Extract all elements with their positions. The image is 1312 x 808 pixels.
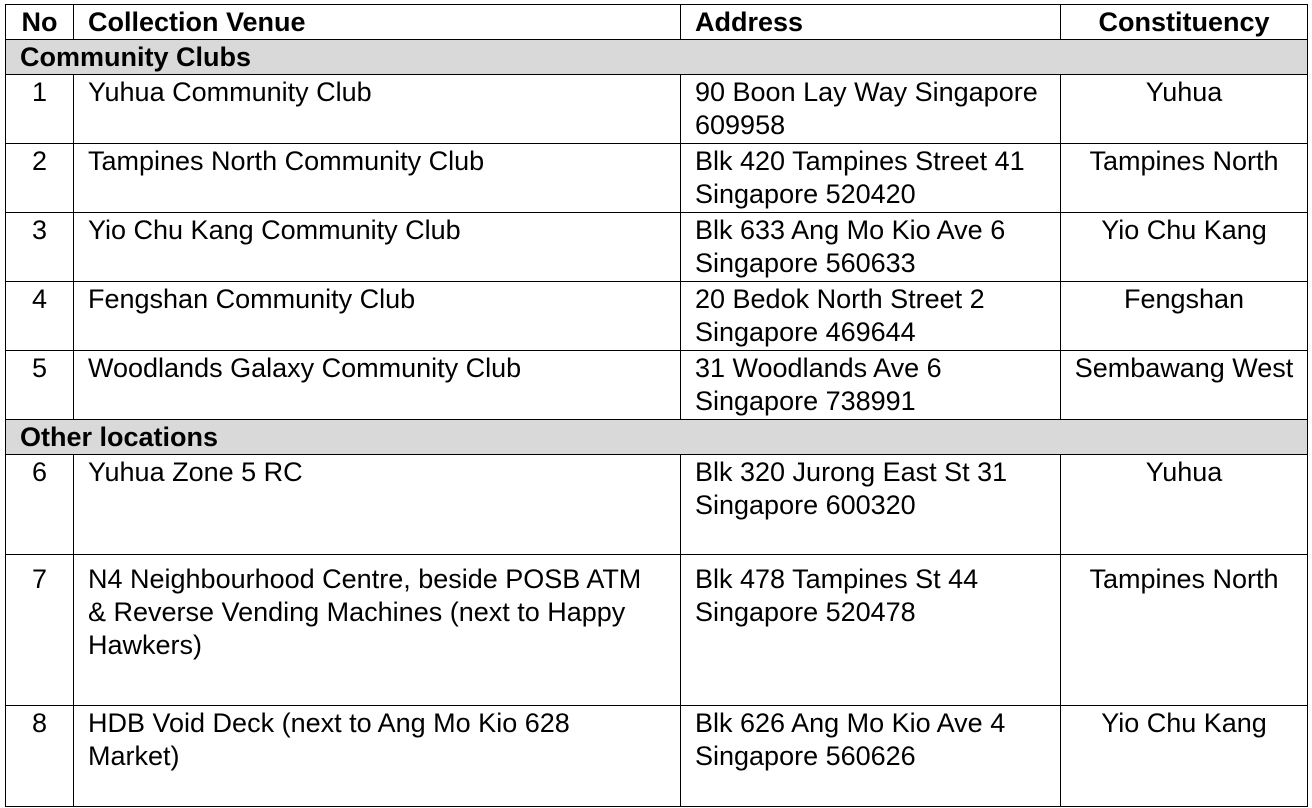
row-venue: Yuhua Zone 5 RC xyxy=(74,455,681,555)
header-constituency: Constituency xyxy=(1061,5,1308,40)
row-no: 3 xyxy=(6,213,74,282)
table-row xyxy=(6,706,1308,807)
row-no: 8 xyxy=(6,706,74,807)
row-address: Blk 478 Tampines St 44 Singapore 520478 xyxy=(681,555,1061,706)
row-no: 2 xyxy=(6,144,74,213)
row-address: 20 Bedok North Street 2 Singapore 469644 xyxy=(681,282,1061,351)
header-address: Address xyxy=(681,5,1061,40)
table-row xyxy=(6,282,1308,351)
row-address: Blk 420 Tampines Street 41 Singapore 520420 xyxy=(681,144,1061,213)
row-no: 5 xyxy=(6,351,74,420)
row-address: Blk 633 Ang Mo Kio Ave 6 Singapore 560633 xyxy=(681,213,1061,282)
table-row xyxy=(6,555,1308,706)
row-no: 6 xyxy=(6,455,74,555)
section-row xyxy=(6,40,1308,75)
table-row xyxy=(6,213,1308,282)
row-address: 31 Woodlands Ave 6 Singapore 738991 xyxy=(681,351,1061,420)
row-address: 90 Boon Lay Way Singapore 609958 xyxy=(681,75,1061,144)
collection-venues-table xyxy=(5,4,1308,807)
row-venue: Yuhua Community Club xyxy=(74,75,681,144)
header-venue: Collection Venue xyxy=(74,5,681,40)
section-title: Other locations xyxy=(6,420,1308,455)
row-no: 7 xyxy=(6,555,74,706)
table-row xyxy=(6,351,1308,420)
row-constituency: Yuhua xyxy=(1061,75,1308,144)
table-row xyxy=(6,455,1308,555)
row-constituency: Yio Chu Kang xyxy=(1061,213,1308,282)
table-row xyxy=(6,144,1308,213)
row-no: 1 xyxy=(6,75,74,144)
table-row xyxy=(6,75,1308,144)
row-address: Blk 626 Ang Mo Kio Ave 4 Singapore 560626 xyxy=(681,706,1061,807)
row-venue: Yio Chu Kang Community Club xyxy=(74,213,681,282)
row-venue: N4 Neighbourhood Centre, beside POSB ATM & Reverse Vending Machines (next to Happy Hawkers) xyxy=(74,555,681,706)
row-constituency: Yuhua xyxy=(1061,455,1308,555)
row-venue: Fengshan Community Club xyxy=(74,282,681,351)
row-venue: Tampines North Community Club xyxy=(74,144,681,213)
row-constituency: Yio Chu Kang xyxy=(1061,706,1308,807)
row-constituency: Sembawang West xyxy=(1061,351,1308,420)
row-no: 4 xyxy=(6,282,74,351)
section-row xyxy=(6,420,1308,455)
row-constituency: Fengshan xyxy=(1061,282,1308,351)
header-row xyxy=(6,5,1308,40)
row-venue: HDB Void Deck (next to Ang Mo Kio 628 Market) xyxy=(74,706,681,807)
row-constituency: Tampines North xyxy=(1061,555,1308,706)
section-title: Community Clubs xyxy=(6,40,1308,75)
row-constituency: Tampines North xyxy=(1061,144,1308,213)
row-address: Blk 320 Jurong East St 31 Singapore 600320 xyxy=(681,455,1061,555)
header-no: No xyxy=(6,5,74,40)
row-venue: Woodlands Galaxy Community Club xyxy=(74,351,681,420)
